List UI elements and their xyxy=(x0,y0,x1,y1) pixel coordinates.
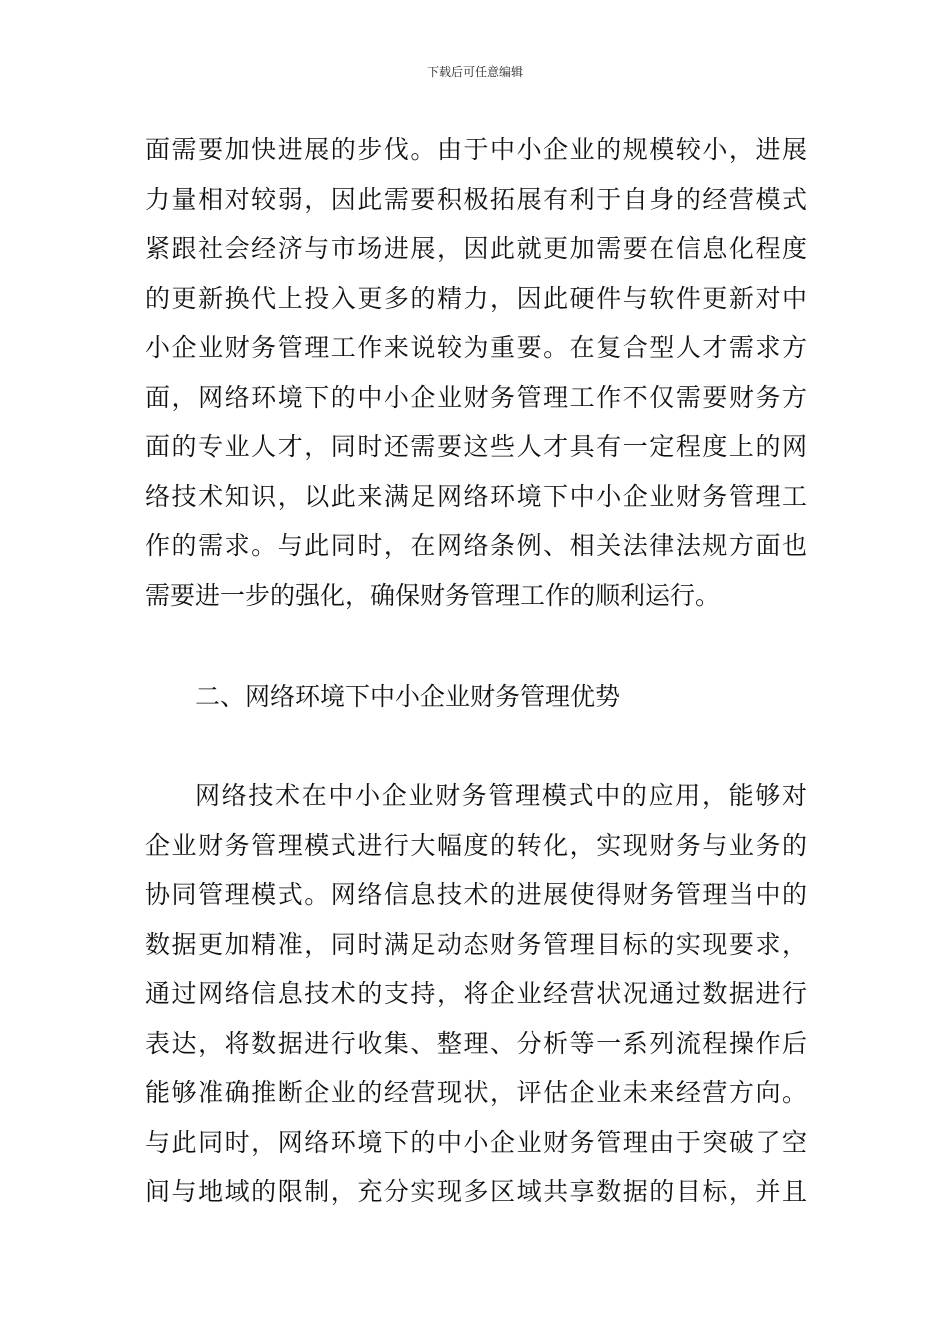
paragraph-line: 面的专业人才，同时还需要这些人才具有一定程度上的网 xyxy=(145,432,807,461)
paragraph-line: 小企业财务管理工作来说较为重要。在复合型人才需求方 xyxy=(145,333,807,362)
paragraph-line: 通过网络信息技术的支持，将企业经营状况通过数据进行 xyxy=(145,979,807,1008)
paragraph-line: 与此同时，网络环境下的中小企业财务管理由于突破了空 xyxy=(145,1127,807,1157)
paragraph-line: 需要进一步的强化，确保财务管理工作的顺利运行。 xyxy=(145,580,721,610)
paragraph-line: 络技术知识，以此来满足网络环境下中小企业财务管理工 xyxy=(145,481,807,511)
paragraph-1 xyxy=(145,125,807,620)
paragraph-line: 协同管理模式。网络信息技术的进展使得财务管理当中的 xyxy=(145,880,807,909)
paragraph-line: 网络技术在中小企业财务管理模式中的应用，能够对 xyxy=(195,781,807,810)
paragraph-line: 力量相对较弱，因此需要积极拓展有利于自身的经营模式 xyxy=(145,184,807,214)
paragraph-line: 作的需求。与此同时，在网络条例、相关法律法规方面也 xyxy=(145,531,807,560)
paragraph-line: 企业财务管理模式进行大幅度的转化，实现财务与业务的 xyxy=(145,830,807,860)
paragraph-line: 数据更加精准，同时满足动态财务管理目标的实现要求， xyxy=(145,929,807,959)
paragraph-line: 间与地域的限制，充分实现多区域共享数据的目标，并且 xyxy=(145,1177,807,1206)
page-header: 下载后可任意编辑 xyxy=(426,65,523,79)
paragraph-2 xyxy=(145,771,807,1217)
section-heading xyxy=(145,672,807,722)
paragraph-line: 紧跟社会经济与市场进展，因此就更加需要在信息化程度 xyxy=(145,234,807,263)
section-heading-text: 二、网络环境下中小企业财务管理优势 xyxy=(195,682,621,711)
paragraph-line: 面，网络环境下的中小企业财务管理工作不仅需要财务方 xyxy=(145,382,807,412)
paragraph-line: 表达，将数据进行收集、整理、分析等一系列流程操作后 xyxy=(145,1028,807,1058)
paragraph-line: 能够准确推断企业的经营现状，评估企业未来经营方向。 xyxy=(145,1078,807,1107)
paragraph-line: 的更新换代上投入更多的精力，因此硬件与软件更新对中 xyxy=(145,283,807,313)
paragraph-line: 面需要加快进展的步伐。由于中小企业的规模较小，进展 xyxy=(145,135,807,164)
